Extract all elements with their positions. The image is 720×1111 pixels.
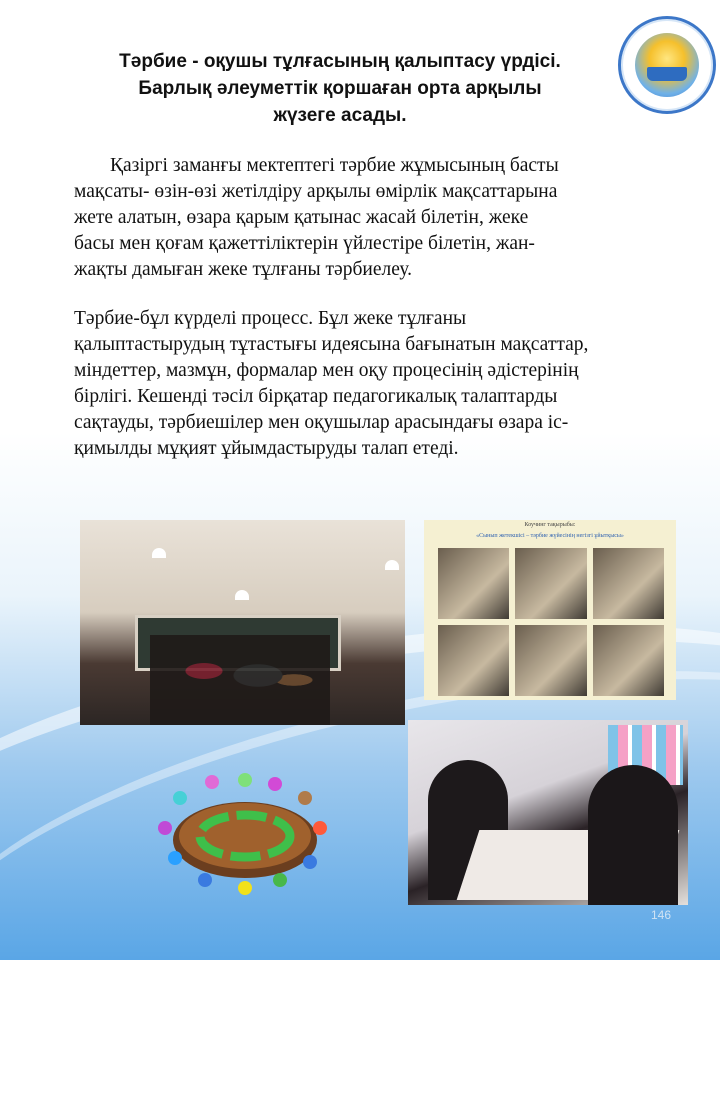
text-line: Тәрбие-бұл күрделі процесс. Бұл жеке тұлғаны bbox=[74, 308, 467, 329]
collage-header: Коучинг тақырыбы: bbox=[524, 522, 576, 528]
text-line: мақсаты- өзін-өзі жетілдіру арқылы өмірлік мақсаттарына bbox=[74, 181, 558, 202]
page-number: 146 bbox=[651, 908, 672, 922]
collage-subheader: «Сынып жетекшісі – тәрбие жүйесінің негізгі ұйытқысы» bbox=[476, 533, 624, 539]
text-line: сақтауды, тәрбиешілер мен оқушылар арасындағы өзара іс- bbox=[74, 412, 569, 433]
people-group bbox=[150, 635, 330, 725]
title-line: Тәрбие - оқушы тұлғасының қалыптасу үрдісі. bbox=[119, 51, 561, 72]
text-line: бірлігі. Кешенді тәсіл бірқатар педагогикалық талаптарды bbox=[74, 386, 558, 407]
text-line: қалыптастырудың тұтастығы идеясына бағынатын мақсаттар, bbox=[74, 334, 589, 355]
paragraph-2 bbox=[74, 306, 714, 462]
slide-title bbox=[60, 48, 620, 129]
coaching-collage-photo bbox=[424, 520, 676, 700]
text-line: Қазіргі заманғы мектептегі тәрбие жұмысының басты bbox=[110, 155, 559, 176]
round-table-clipart bbox=[150, 770, 340, 900]
paragraph-1 bbox=[74, 153, 714, 283]
text-line: жете алатын, өзара қарым қатынас жасай білетін, жеке bbox=[74, 207, 529, 228]
text-line: басы мен қоғам қажеттіліктерін үйлестіре білетін, жан- bbox=[74, 233, 535, 254]
book-icon bbox=[647, 67, 687, 81]
text-line: жақты дамыған жеке тұлғаны тәрбиелеу. bbox=[74, 259, 413, 280]
school-logo bbox=[618, 16, 716, 114]
text-line: міндеттер, мазмұн, формалар мен оқу процесінің әдістерінің bbox=[74, 360, 579, 381]
teacher-figure bbox=[588, 765, 678, 905]
title-line: жүзеге асады. bbox=[273, 105, 407, 126]
title-line: Барлық әлеуметтік қоршаған орта арқылы bbox=[138, 78, 542, 99]
group-work-photo bbox=[408, 720, 688, 905]
text-line: қимылды мұқият ұйымдастыруды талап етеді. bbox=[74, 438, 459, 459]
logo-emblem bbox=[635, 33, 699, 97]
classroom-photo bbox=[80, 520, 405, 725]
collage-grid bbox=[438, 548, 664, 696]
